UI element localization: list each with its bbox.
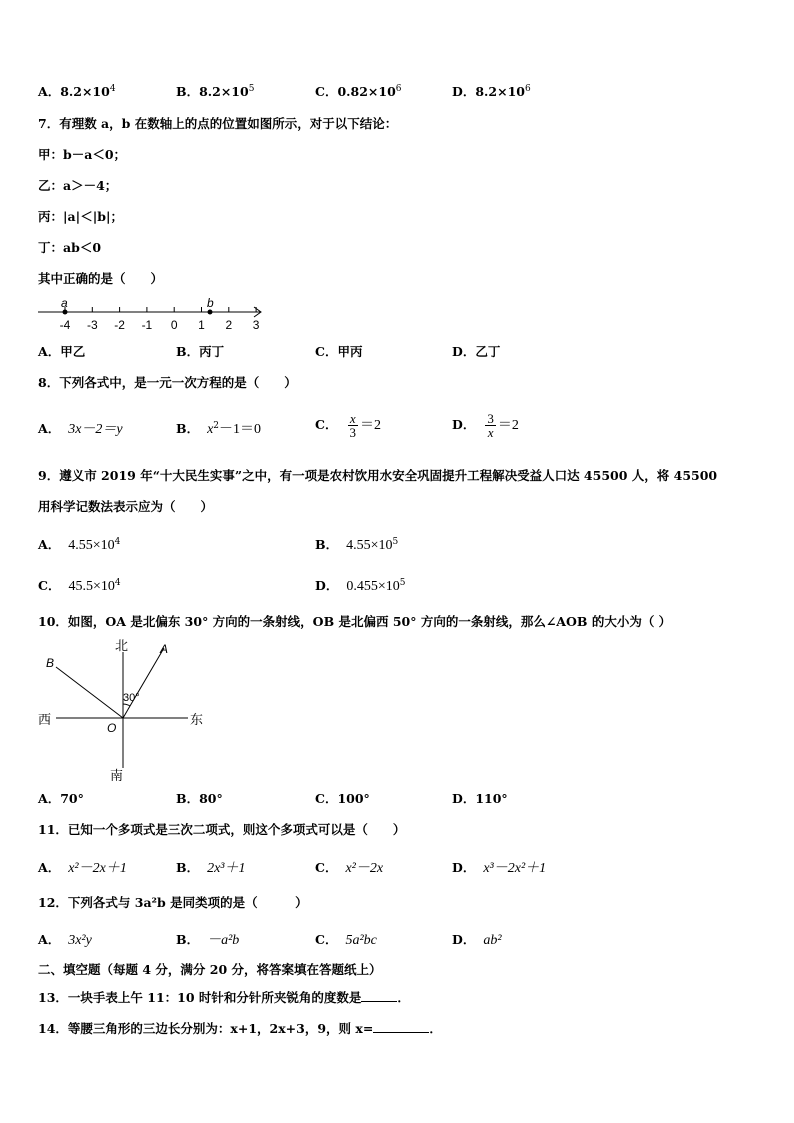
q12-option-c: C． 5a²bc xyxy=(315,932,377,948)
q10-option-d: D．110° xyxy=(452,791,508,806)
q10-stem: 10．如图，OA 是北偏东 30° 方向的一条射线，OB 是北偏西 50° 方向的一条射线，那么∠AOB 的大小为（ ） xyxy=(38,614,672,629)
q14-line: 14．等腰三角形的三边长分别为：x+1，2x+3，9，则 x= ． xyxy=(38,1021,442,1036)
label-east: 东 xyxy=(190,712,204,727)
q11-stem: 11．已知一个多项式是三次二项式，则这个多项式可以是（ ） xyxy=(38,822,406,837)
q11-option-a: A． x²－2x＋1 xyxy=(38,860,127,876)
q6-option-c: C．$0.82\times 10^6$ xyxy=(315,84,402,99)
q10-option-c: C．100° xyxy=(315,791,370,806)
q9-line-1: 9．遵义市 2019 年“十大民生实事”之中，有一项是农村饮用水安全巩固提升工程解决受益人口达 45500 人，将 45500 xyxy=(38,468,718,483)
ray-ob xyxy=(56,667,123,718)
label-west: 西 xyxy=(38,712,52,727)
q9-line-2: 用科学记数法表示应为（ ） xyxy=(38,499,214,514)
q7-statement-4: 丁：ab＜0 xyxy=(38,240,102,255)
q10-option-a: A．70° xyxy=(38,791,84,806)
label-angle: 30° xyxy=(123,692,140,704)
number-line xyxy=(30,292,270,338)
q12-option-a: A． 3x²y xyxy=(38,932,92,948)
q8-stem: 8．下列各式中，是一元一次方程的是（ ） xyxy=(38,375,297,390)
label-b: B xyxy=(46,656,55,670)
tick-label: 2 xyxy=(225,318,233,332)
q13-line: 13．一块手表上午 11：10 时针和分针所夹锐角的度数是 ． xyxy=(38,990,410,1005)
tick-label: -2 xyxy=(114,318,125,332)
q14-text: 14．等腰三角形的三边长分别为：x+1，2x+3，9，则 x= xyxy=(38,1021,374,1036)
q7-option-a: A．甲乙 xyxy=(38,344,86,359)
point-a-label: a xyxy=(61,296,68,310)
q10-option-b: B．80° xyxy=(176,791,223,806)
q7-option-c: C．甲丙 xyxy=(315,344,363,359)
q11-option-c: C． x²－2x xyxy=(315,860,384,876)
label-a: A xyxy=(160,642,169,656)
q6-option-a: A．$8.2\times 10^4$ xyxy=(38,84,116,99)
q7-statement-3: 丙：|a|＜|b|； xyxy=(38,209,124,224)
q7-ask: 其中正确的是（ ） xyxy=(38,271,164,286)
q8-option-d: D． $\frac{3}{x}$ ＝2 xyxy=(452,411,519,440)
angle-arc xyxy=(123,704,130,706)
tick-label: 0 xyxy=(170,318,178,332)
label-north: 北 xyxy=(115,638,129,653)
q7-statement-2: 乙：a＞－4； xyxy=(38,178,118,193)
point-b-label: b xyxy=(207,296,214,310)
q11-option-b: B． 2x³＋1 xyxy=(176,860,246,876)
q9-option-b: B． $4.55\times 10^5$ xyxy=(315,537,399,553)
label-south: 南 xyxy=(110,768,124,783)
q7-option-b: B．丙丁 xyxy=(176,344,225,359)
q7-statement-1: 甲：b－a＜0； xyxy=(38,147,127,162)
q8-option-b: B． $x^2-1=0$ xyxy=(176,421,262,437)
q6-option-b: B．$8.2\times 10^5$ xyxy=(176,84,255,99)
ray-oa xyxy=(123,648,164,718)
q6-option-d: D．$8.2\times 10^6$ xyxy=(452,84,531,99)
q7-option-d: D．乙丁 xyxy=(452,344,501,359)
q13-blank xyxy=(361,1001,397,1002)
q8-option-a: A． 3x－2＝y xyxy=(38,421,123,437)
q7-stem: 7．有理数 a，b 在数轴上的点的位置如图所示，对于以下结论： xyxy=(38,116,398,131)
q12-option-b: B． －a²b xyxy=(176,932,240,948)
tick-label: -4 xyxy=(59,318,71,332)
q9-option-c: C． $45.5\times 10^4$ xyxy=(38,578,121,594)
compass-diagram xyxy=(30,636,220,786)
q12-stem: 12．下列各式与 3a²b 是同类项的是（ ） xyxy=(38,895,308,910)
q14-blank xyxy=(373,1032,429,1033)
q8-option-c: C． $\frac{x}{3}$ ＝2 xyxy=(315,411,381,440)
q13-text: 13．一块手表上午 11：10 时针和分针所夹锐角的度数是 xyxy=(38,990,362,1005)
tick-label: -3 xyxy=(86,318,98,332)
q9-option-a: A． $4.55\times 10^4$ xyxy=(38,537,121,553)
q12-option-d: D． ab² xyxy=(452,932,502,948)
q11-option-d: D． x³－2x²＋1 xyxy=(452,860,547,876)
q9-option-d: D． $0.455\times 10^5$ xyxy=(315,578,406,594)
point-a xyxy=(63,310,68,315)
section-2-heading: 二、填空题（每题 4 分，满分 20 分，将答案填在答题纸上） xyxy=(38,962,382,977)
tick-label: 1 xyxy=(198,318,205,332)
tick-label: 3 xyxy=(252,318,260,332)
point-b xyxy=(208,310,213,315)
tick-label: -1 xyxy=(141,318,153,332)
label-origin: O xyxy=(107,721,117,735)
